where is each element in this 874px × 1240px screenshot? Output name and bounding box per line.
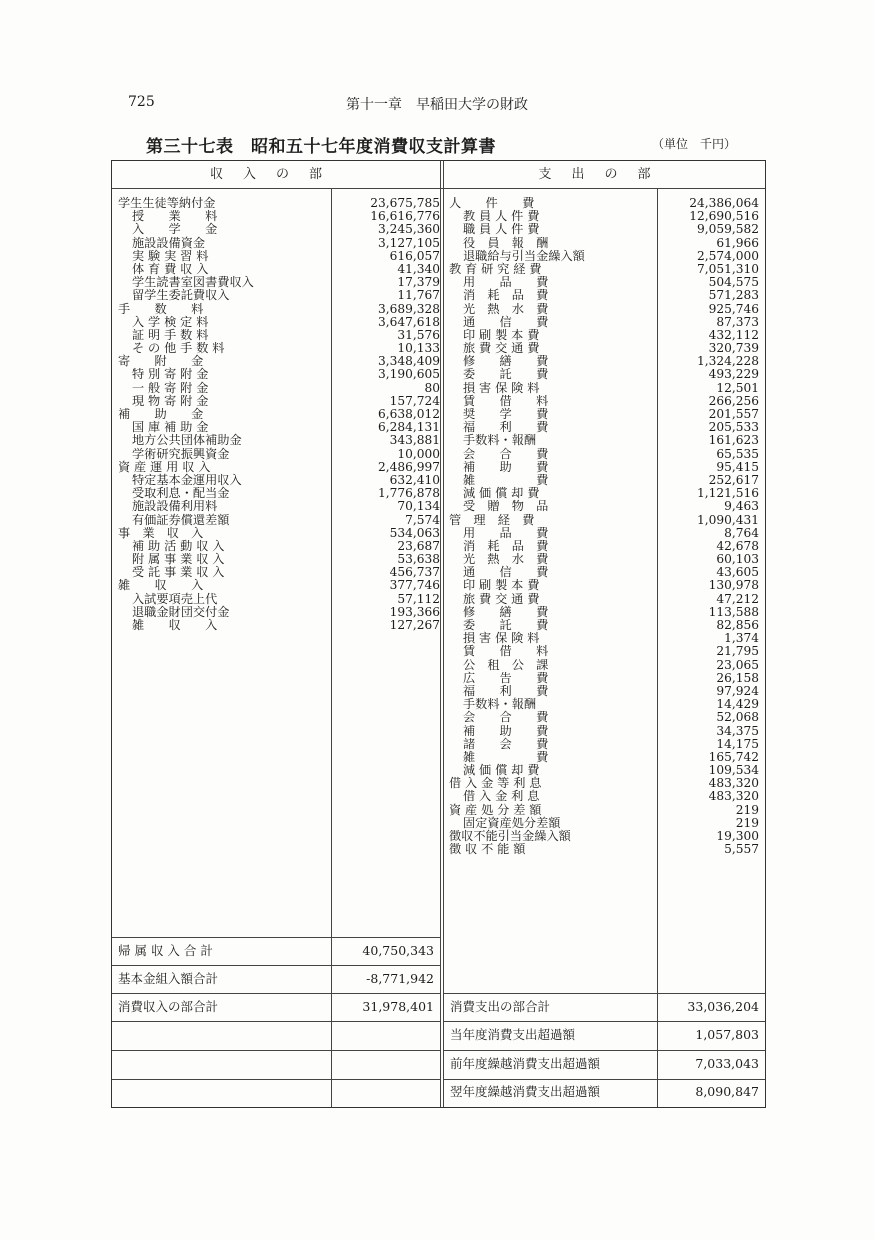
row-value: 571,283 — [708, 288, 759, 303]
row-value: 1,776,878 — [377, 486, 440, 501]
row-label: 広 告 費 — [463, 670, 549, 685]
expense-total-row — [444, 1050, 765, 1078]
row-label: 雑 費 — [463, 749, 549, 764]
total-label: 基本金組入額合計 — [118, 971, 219, 986]
row-value: 12,690,516 — [689, 209, 759, 224]
income-row — [118, 303, 440, 316]
statement-table — [111, 160, 766, 1108]
row-label: 委 託 費 — [463, 367, 549, 382]
row-value: 87,373 — [716, 314, 759, 329]
row-value: 80 — [424, 380, 440, 395]
row-label: 補 助 活 動 収 入 — [132, 538, 225, 553]
row-label: 旅 費 交 通 費 — [463, 341, 540, 356]
row-value: 1,090,431 — [696, 512, 759, 527]
row-value: 70,134 — [397, 499, 440, 514]
row-value: 10,133 — [397, 341, 440, 356]
row-label: 会 合 費 — [463, 446, 549, 461]
expense-row — [449, 303, 759, 316]
row-label: 地方公共団体補助金 — [132, 433, 242, 448]
expense-row — [449, 316, 759, 329]
chapter-heading: 第十一章 早稲田大学の財政 — [346, 97, 528, 113]
row-value: 6,284,131 — [377, 420, 440, 435]
row-value: 34,375 — [716, 723, 759, 738]
row-value: 3,127,105 — [377, 235, 440, 250]
row-value: 1,324,228 — [696, 354, 759, 369]
expense-row — [449, 527, 759, 540]
row-label: 資 産 処 分 差 額 — [449, 802, 542, 817]
row-label: 学生読書室図書費収入 — [132, 275, 254, 290]
expense-row — [449, 725, 759, 738]
row-value: 3,190,605 — [377, 367, 440, 382]
row-label: 特定基本金運用収入 — [132, 472, 242, 487]
row-value: 10,000 — [397, 446, 440, 461]
row-value: 7,051,310 — [696, 261, 759, 276]
row-label: 用 品 費 — [463, 275, 549, 290]
row-label: 雑 収 入 — [132, 618, 218, 632]
total-value: 8,090,847 — [695, 1084, 759, 1099]
row-value: 57,112 — [397, 591, 440, 606]
expense-row — [449, 790, 759, 803]
row-value: 41,340 — [397, 261, 440, 276]
expense-row — [449, 738, 759, 751]
row-value: 432,112 — [708, 327, 759, 342]
row-label: 教 育 研 究 経 費 — [449, 261, 542, 276]
income-row — [118, 434, 440, 447]
row-label: 証 明 手 数 料 — [132, 327, 209, 342]
row-label: 附 属 事 業 収 入 — [132, 552, 225, 567]
income-rows — [118, 197, 440, 632]
row-label: 通 信 費 — [463, 565, 549, 580]
row-label: 光 熱 水 費 — [463, 552, 549, 567]
row-label: 福 利 費 — [463, 420, 549, 435]
row-value: 42,678 — [716, 538, 759, 553]
row-value: 61,966 — [716, 235, 759, 250]
row-value: 483,320 — [708, 789, 759, 804]
row-value: 9,059,582 — [696, 222, 759, 237]
row-value: 24,386,064 — [689, 196, 759, 210]
total-value: 33,036,204 — [687, 999, 759, 1014]
expense-row — [449, 500, 759, 513]
income-row — [118, 250, 440, 263]
row-value: 43,605 — [716, 565, 759, 580]
row-value: 17,379 — [397, 275, 440, 290]
income-header: 収入の部 — [209, 167, 342, 182]
row-value: 113,588 — [708, 604, 759, 619]
row-label: 教 員 人 件 費 — [463, 209, 540, 224]
row-label: 施設設備資金 — [132, 235, 206, 250]
row-value: 616,057 — [389, 248, 440, 263]
row-label: 借 入 金 利 息 — [463, 789, 540, 804]
row-label: 消 耗 品 費 — [463, 538, 549, 553]
expense-row — [449, 645, 759, 658]
row-label: 受 託 事 業 収 入 — [132, 565, 225, 580]
row-label: 会 合 費 — [463, 710, 549, 725]
row-value: 219 — [735, 802, 759, 817]
row-label: 賃 借 料 — [463, 393, 549, 408]
total-label: 帰 属 収 入 合 計 — [118, 943, 213, 958]
expense-row — [449, 223, 759, 236]
row-label: 学術研究振興資金 — [132, 446, 230, 461]
income-row — [118, 448, 440, 461]
income-row — [118, 368, 440, 381]
row-value: 193,366 — [389, 604, 440, 619]
total-label: 当年度消費支出超過額 — [450, 1027, 576, 1042]
row-value: 161,623 — [708, 433, 759, 448]
income-total-row — [112, 937, 440, 965]
row-label: 国 庫 補 助 金 — [132, 420, 209, 435]
expense-row — [449, 672, 759, 685]
row-label: 受 贈 物 品 — [463, 499, 549, 514]
row-label: 手数料・報酬 — [463, 433, 537, 448]
row-value: 31,576 — [397, 327, 440, 342]
row-value: 23,065 — [716, 657, 759, 672]
row-label: 印 刷 製 本 費 — [463, 327, 540, 342]
row-label: 徴 収 不 能 額 — [449, 842, 526, 857]
total-value: 1,057,803 — [695, 1027, 759, 1042]
expense-rows — [449, 197, 759, 856]
row-value: 127,267 — [389, 618, 440, 632]
expense-row — [449, 461, 759, 474]
income-row — [118, 579, 440, 592]
row-value: 21,795 — [716, 644, 759, 659]
row-value: 23,675,785 — [370, 196, 440, 210]
row-value: 1,374 — [724, 631, 759, 646]
row-value: 266,256 — [708, 393, 759, 408]
row-label: 補 助 費 — [463, 459, 549, 474]
expense-row — [449, 804, 759, 817]
row-label: 損 害 保 険 料 — [463, 380, 540, 395]
expense-row — [449, 250, 759, 263]
expense-row — [449, 368, 759, 381]
row-value: 52,068 — [716, 710, 759, 725]
row-label: 雑 収 入 — [118, 578, 204, 593]
income-row — [118, 619, 440, 632]
row-label: 委 託 費 — [463, 618, 549, 632]
row-label: 手 数 料 — [118, 301, 204, 316]
row-label: 光 熱 水 費 — [463, 301, 549, 316]
income-row — [118, 382, 440, 395]
row-value: 632,410 — [389, 472, 440, 487]
unit-note: （単位 千円） — [652, 137, 737, 151]
row-value: 95,415 — [716, 459, 759, 474]
row-value: 3,647,618 — [377, 314, 440, 329]
total-label: 翌年度繰越消費支出超過額 — [450, 1084, 601, 1099]
row-label: 現 物 寄 附 金 — [132, 393, 209, 408]
total-value: -8,771,942 — [366, 971, 434, 986]
row-value: 377,746 — [389, 578, 440, 593]
row-label: 施設設備利用料 — [132, 499, 218, 514]
row-label: 雑 費 — [463, 472, 549, 487]
page-number: 725 — [128, 94, 155, 110]
income-row — [118, 593, 440, 606]
row-label: 役 員 報 酬 — [463, 235, 549, 250]
expense-row — [449, 237, 759, 250]
row-label: 通 信 費 — [463, 314, 549, 329]
expense-row — [449, 579, 759, 592]
total-label: 前年度繰越消費支出超過額 — [450, 1056, 601, 1071]
row-value: 8,764 — [724, 525, 759, 540]
row-value: 493,229 — [708, 367, 759, 382]
row-value: 534,063 — [389, 525, 440, 540]
row-value: 23,687 — [397, 538, 440, 553]
row-value: 9,463 — [724, 499, 759, 514]
expense-row — [449, 593, 759, 606]
row-label: 職 員 人 件 費 — [463, 222, 540, 237]
row-label: 修 繕 費 — [463, 354, 549, 369]
row-value: 97,924 — [716, 683, 759, 698]
row-label: 特 別 寄 附 金 — [132, 367, 209, 382]
row-value: 320,739 — [708, 341, 759, 356]
income-totals-line — [112, 1050, 441, 1051]
row-value: 65,535 — [716, 446, 759, 461]
row-value: 925,746 — [708, 301, 759, 316]
expense-row — [449, 711, 759, 724]
row-label: 修 繕 費 — [463, 604, 549, 619]
row-value: 343,881 — [389, 433, 440, 448]
row-label: 減 価 償 却 費 — [463, 486, 540, 501]
row-value: 60,103 — [716, 552, 759, 567]
expense-row — [449, 514, 759, 527]
row-label: 有価証券償還差額 — [132, 512, 230, 527]
row-label: 事 業 収 入 — [118, 525, 204, 540]
row-value: 157,724 — [389, 393, 440, 408]
expense-row — [449, 448, 759, 461]
row-value: 12,501 — [716, 380, 759, 395]
row-value: 2,574,000 — [696, 248, 759, 263]
row-label: 体 育 費 収 入 — [132, 261, 209, 276]
table-title: 第三十七表 昭和五十七年度消費収支計算書 — [146, 137, 496, 157]
row-label: 賃 借 料 — [463, 644, 549, 659]
income-totals-line — [112, 1079, 441, 1080]
row-value: 7,574 — [405, 512, 440, 527]
expense-total-row — [444, 993, 765, 1021]
row-label: 損 害 保 険 料 — [463, 631, 540, 646]
row-value: 3,245,360 — [377, 222, 440, 237]
income-row — [118, 223, 440, 236]
row-label: そ の 他 手 数 料 — [132, 341, 225, 356]
income-totals-line — [112, 1021, 441, 1022]
row-value: 14,429 — [716, 697, 759, 712]
total-value: 40,750,343 — [362, 943, 434, 958]
row-label: 入 学 検 定 料 — [132, 314, 209, 329]
expense-row — [449, 382, 759, 395]
expense-row — [449, 434, 759, 447]
row-value: 26,158 — [716, 670, 759, 685]
expense-total-row — [444, 1078, 765, 1106]
row-label: 諸 会 費 — [463, 736, 549, 751]
income-row — [118, 289, 440, 302]
row-label: 奨 学 費 — [463, 407, 549, 421]
row-label: 福 利 費 — [463, 683, 549, 698]
row-value: 14,175 — [716, 736, 759, 751]
row-label: 退職金財団交付金 — [132, 604, 230, 619]
row-label: 減 価 償 却 費 — [463, 763, 540, 778]
row-label: 管 理 経 費 — [449, 512, 535, 527]
row-label: 入 学 金 — [132, 222, 218, 237]
income-total-row — [112, 993, 440, 1021]
income-total-row — [112, 965, 440, 993]
total-value: 7,033,043 — [695, 1056, 759, 1071]
row-label: 固定資産処分差額 — [463, 815, 561, 830]
income-row — [118, 514, 440, 527]
expense-total-row — [444, 1021, 765, 1049]
row-value: 82,856 — [716, 618, 759, 632]
row-label: 公 租 公 課 — [463, 657, 549, 672]
income-row — [118, 500, 440, 513]
row-value: 3,689,328 — [377, 301, 440, 316]
expense-row — [449, 659, 759, 672]
total-value: 31,978,401 — [362, 999, 434, 1014]
row-value: 483,320 — [708, 776, 759, 791]
row-label: 補 助 金 — [118, 407, 204, 421]
row-label: 入試要項売上代 — [132, 591, 218, 606]
row-label: 留学生委託費収入 — [132, 288, 230, 303]
row-label: 授 業 料 — [132, 209, 218, 224]
row-value: 205,533 — [708, 420, 759, 435]
row-value: 219 — [735, 815, 759, 830]
row-label: 消 耗 品 費 — [463, 288, 549, 303]
expense-row — [449, 843, 759, 856]
center-divider-b — [443, 161, 444, 1107]
row-label: 実 験 実 習 料 — [132, 248, 209, 263]
row-value: 201,557 — [708, 407, 759, 421]
row-label: 徴収不能引当金繰入額 — [449, 829, 571, 843]
row-value: 6,638,012 — [377, 407, 440, 421]
row-value: 456,737 — [389, 565, 440, 580]
expense-header: 支出の部 — [538, 167, 671, 182]
row-value: 109,534 — [708, 763, 759, 778]
row-label: 手数料・報酬 — [463, 697, 537, 712]
row-label: 印 刷 製 本 費 — [463, 578, 540, 593]
income-row — [118, 527, 440, 540]
row-label: 借 入 金 等 利 息 — [449, 776, 542, 791]
row-label: 人 件 費 — [449, 196, 535, 210]
row-label: 寄 附 金 — [118, 354, 204, 369]
row-value: 252,617 — [708, 472, 759, 487]
row-label: 一 般 寄 附 金 — [132, 380, 209, 395]
row-value: 130,978 — [708, 578, 759, 593]
row-label: 資 産 運 用 収 入 — [118, 459, 211, 474]
income-row — [118, 316, 440, 329]
income-row — [118, 461, 440, 474]
row-label: 学生生徒等納付金 — [118, 196, 216, 210]
row-value: 16,616,776 — [370, 209, 440, 224]
row-value: 1,121,516 — [696, 486, 759, 501]
expense-row — [449, 289, 759, 302]
row-value: 53,638 — [397, 552, 440, 567]
row-value: 3,348,409 — [377, 354, 440, 369]
row-value: 2,486,997 — [377, 459, 440, 474]
row-value: 504,575 — [708, 275, 759, 290]
income-row — [118, 237, 440, 250]
row-value: 47,212 — [716, 591, 759, 606]
row-label: 補 助 費 — [463, 723, 549, 738]
row-label: 用 品 費 — [463, 525, 549, 540]
row-label: 旅 費 交 通 費 — [463, 591, 540, 606]
row-label: 退職給与引当金繰入額 — [463, 248, 585, 263]
row-value: 11,767 — [397, 288, 440, 303]
row-label: 受取利息・配当金 — [132, 486, 230, 501]
row-value: 19,300 — [716, 829, 759, 843]
row-value: 165,742 — [708, 749, 759, 764]
row-value: 5,557 — [724, 842, 759, 857]
total-label: 消費収入の部合計 — [118, 999, 219, 1014]
total-label: 消費支出の部合計 — [450, 999, 551, 1014]
